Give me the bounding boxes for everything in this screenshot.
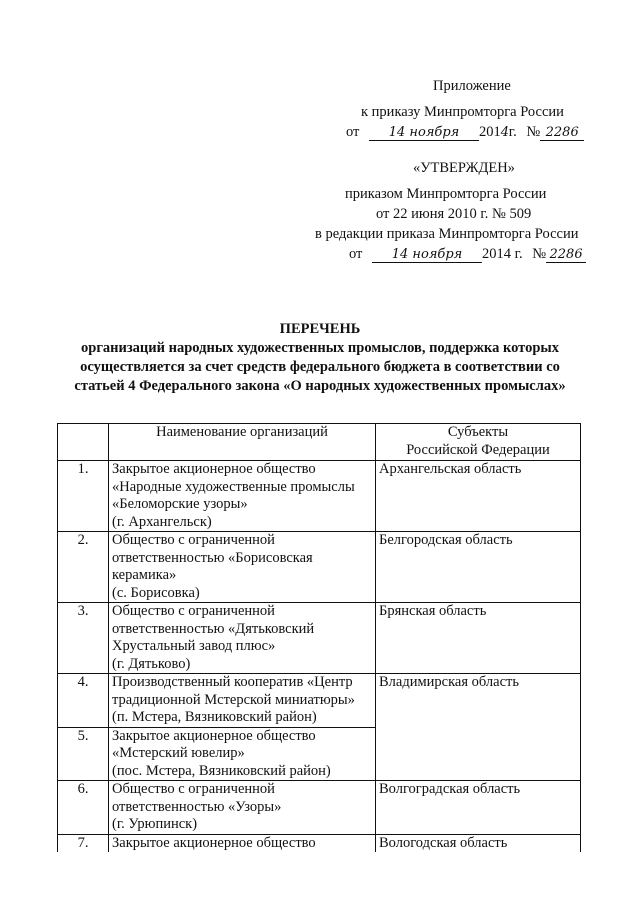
row-number: 3. [58, 603, 109, 674]
header-subject-cell: Субъекты Российской Федерации [376, 424, 581, 461]
table-row [58, 781, 581, 835]
row-number: 6. [58, 781, 109, 835]
year-printed: 201 [479, 124, 501, 140]
row-number: 5. [58, 727, 109, 781]
federation-subject: Белгородская область [376, 532, 581, 603]
organizations-table [57, 423, 581, 852]
organization-name: Закрытое акционерное общество «Народные художественные промыслы «Беломорские узоры» (г. Архангельск) [109, 461, 376, 532]
handwritten-date: 14 ноября [372, 247, 482, 263]
header-number-cell [58, 424, 109, 461]
organization-name: Закрытое акционерное общество «Мстерский ювелир» (пос. Мстера, Вязниковский район) [109, 727, 376, 781]
table-row [58, 603, 581, 674]
handwritten-number: 2286 [540, 125, 584, 141]
header-organization-cell: Наименование организаций [109, 424, 376, 461]
approved-order-line: приказом Минпромторга России [345, 186, 547, 202]
title-heading: ПЕРЕЧЕНЬ [279, 321, 361, 337]
title-line-1: организаций народных художественных промыслов, поддержка которых [81, 340, 559, 356]
from-prefix: от [346, 124, 360, 140]
number-sign: № [526, 124, 541, 140]
federation-subject: Брянская область [376, 603, 581, 674]
revision-line: в редакции приказа Минпромторга России [315, 226, 579, 242]
row-number: 1. [58, 461, 109, 532]
table-row [58, 834, 581, 852]
year-suffix: г. [508, 124, 517, 140]
handwritten-year-digit: 4 [500, 125, 510, 140]
order-date-line [346, 122, 584, 142]
federation-subject: Вологодская область [376, 834, 581, 852]
revision-date-line [349, 244, 586, 264]
table-header-row [58, 424, 581, 461]
number-sign: № [532, 246, 547, 262]
table-row [58, 674, 581, 728]
organization-name: Общество с ограниченной ответственностью «Дятьковский Хрустальный завод плюс» (г. Дятьково) [109, 603, 376, 674]
organization-name: Общество с ограниченной ответственностью «Борисовская керамика» (с. Борисовка) [109, 532, 376, 603]
row-number: 7. [58, 834, 109, 852]
organization-name: Производственный кооператив «Центр традиционной Мстерской миниатюры» (п. Мстера, Вязниковский район) [109, 674, 376, 728]
title-line-2: осуществляется за счет средств федерального бюджета в соответствии со [80, 359, 560, 375]
table-row [58, 461, 581, 532]
year-printed: 2014 г. [482, 246, 523, 262]
federation-subject: Волгоградская область [376, 781, 581, 835]
organization-name: Закрытое акционерное общество [109, 834, 376, 852]
organization-name: Общество с ограниченной ответственностью «Узоры» (г. Урюпинск) [109, 781, 376, 835]
handwritten-date: 14 ноября [369, 125, 479, 141]
row-number: 2. [58, 532, 109, 603]
list-title [0, 320, 640, 396]
order-reference: к приказу Минпромторга России [361, 104, 564, 120]
handwritten-number: 2286 [546, 247, 586, 263]
from-prefix: от [349, 246, 363, 262]
federation-subject: Владимирская область [376, 674, 581, 781]
appendix-label: Приложение [433, 78, 511, 94]
approved-date-line: от 22 июня 2010 г. № 509 [376, 206, 532, 222]
table-row [58, 532, 581, 603]
row-number: 4. [58, 674, 109, 728]
approved-label: «УТВЕРЖДЕН» [413, 160, 515, 176]
federation-subject: Архангельская область [376, 461, 581, 532]
title-line-3: статьей 4 Федерального закона «О народных художественных промыслах» [74, 378, 566, 394]
